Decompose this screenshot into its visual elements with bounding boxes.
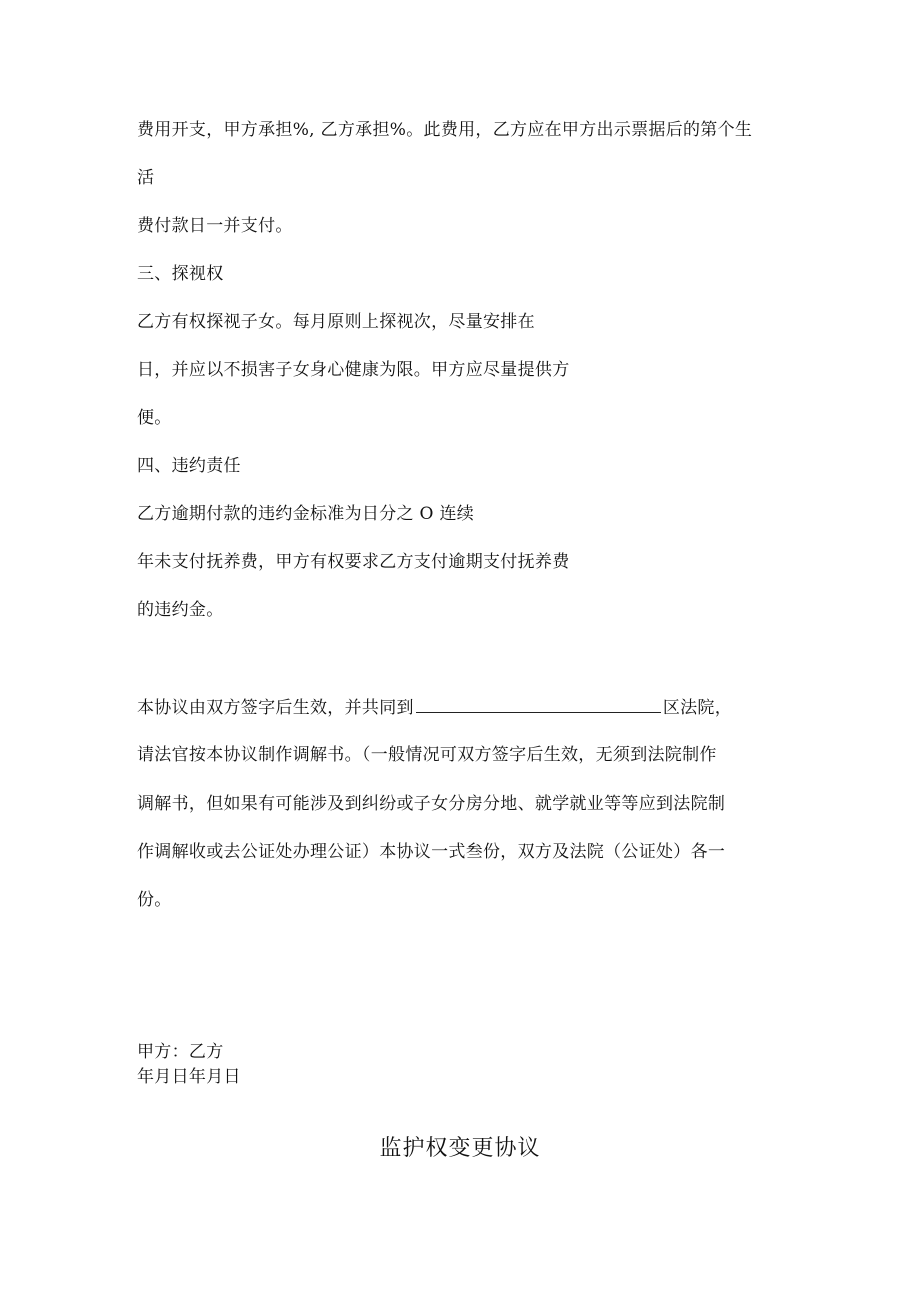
section-3-heading: 三、探视权	[137, 264, 224, 284]
effect-line-1-before: 本协议由双方签字后生效，并共同到	[137, 698, 414, 718]
fee-line-2: 活	[137, 168, 155, 188]
section-3-line-1: 乙方有权探视子女。每月原则上探视次，尽量安排在	[137, 312, 535, 332]
effect-line-1-after: 区法院，	[662, 698, 733, 718]
effect-line-1	[137, 696, 732, 719]
signature-parties: 甲方：乙方	[137, 1042, 224, 1062]
section-3-line-2: 日，并应以不损害子女身心健康为限。甲方应尽量提供方	[137, 360, 570, 380]
section-4-line-3: 的违约金。	[137, 600, 224, 620]
effect-line-2: 请法官按本协议制作调解书。（一般情况可双方签字后生效，无须到法院制作	[137, 745, 717, 765]
court-name-blank	[416, 696, 661, 713]
signature-dates: 年月日年月日	[137, 1067, 241, 1087]
section-4-line-1: 乙方逾期付款的违约金标准为日分之 O 连续	[137, 504, 475, 524]
fee-line-3: 费付款日一并支付。	[137, 216, 293, 236]
section-4-heading: 四、违约责任	[137, 456, 241, 476]
effect-line-4: 作调解收或去公证处办理公证）本协议一式叁份，双方及法院（公证处）各一	[137, 842, 726, 862]
section-3-line-3: 便。	[137, 408, 172, 428]
next-document-title: 监护权变更协议	[379, 1136, 541, 1161]
effect-line-3: 调解书，但如果有可能涉及到纠纷或子女分房分地、就学就业等等应到法院制	[137, 794, 726, 814]
fee-line-1: 费用开支，甲方承担%, 乙方承担%。此费用，乙方应在甲方出示票据后的第个生	[137, 120, 753, 140]
section-4-line-2: 年未支付抚养费，甲方有权要求乙方支付逾期支付抚养费	[137, 552, 570, 572]
effect-line-5: 份。	[137, 890, 172, 910]
